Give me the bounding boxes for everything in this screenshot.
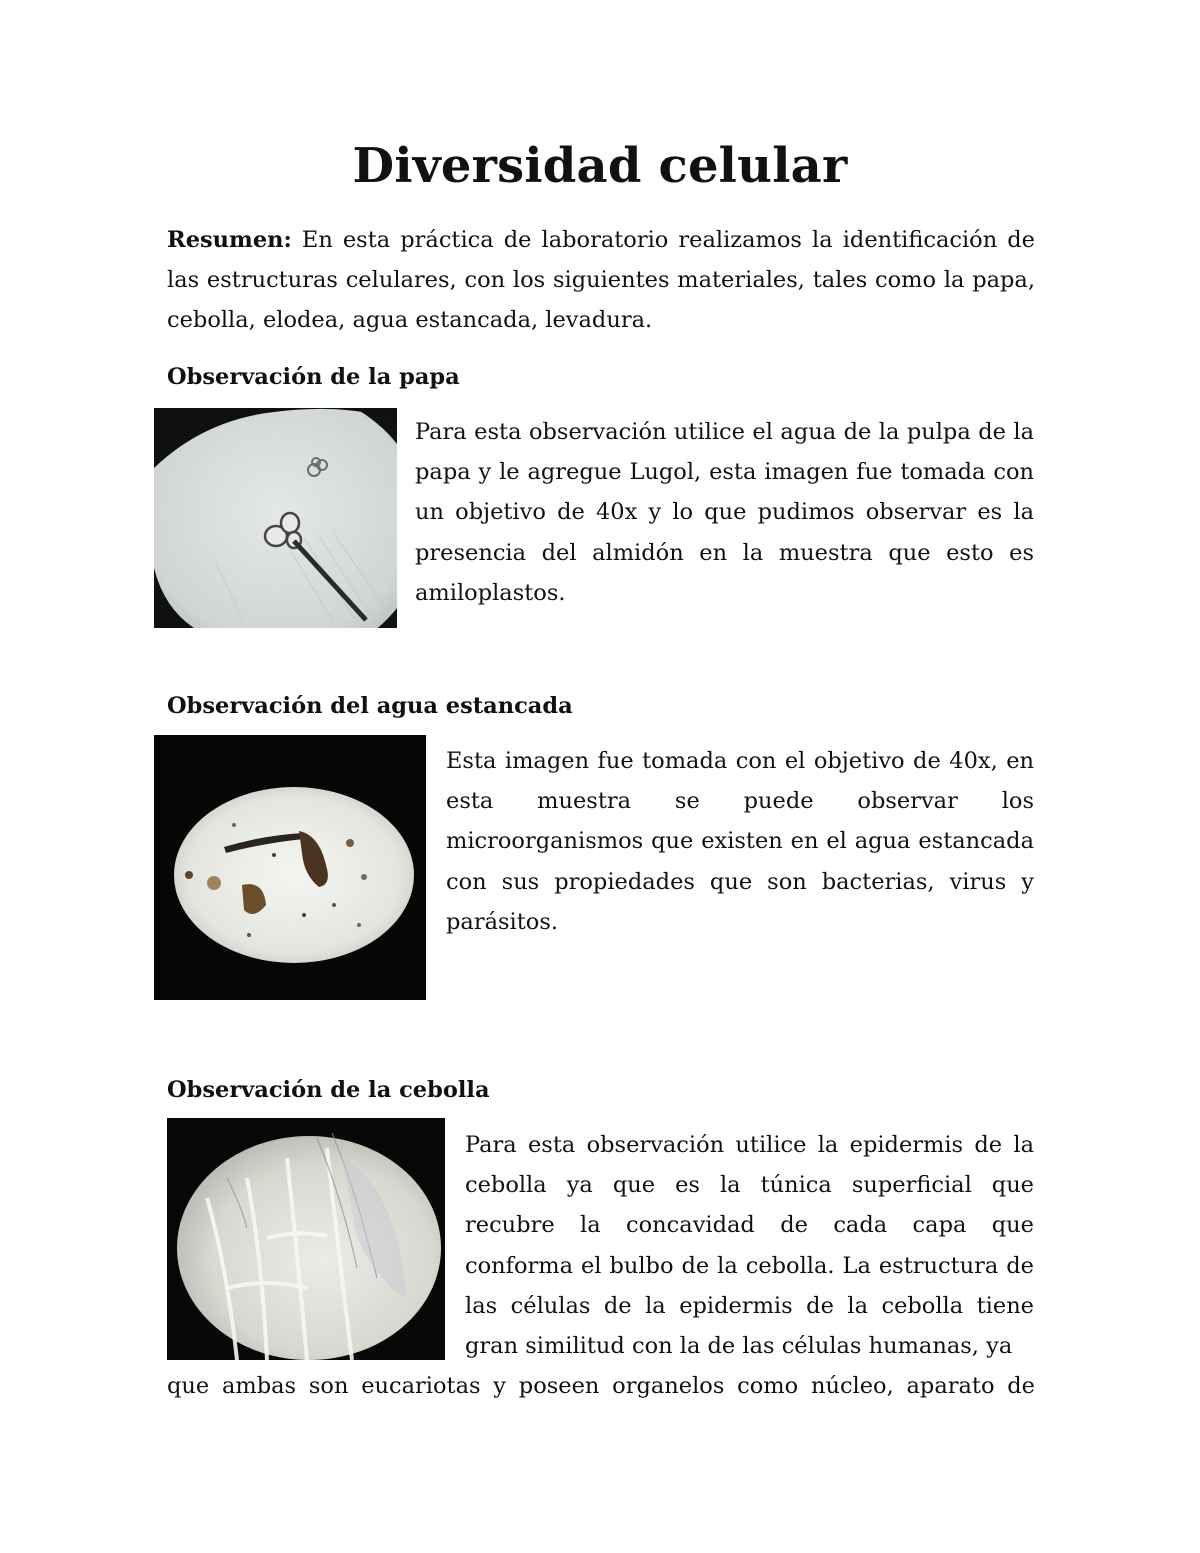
- section-heading-agua-estancada: Observación del agua estancada: [167, 693, 573, 719]
- page-title: Diversidad celular: [352, 138, 848, 194]
- section-heading-cebolla: Observación de la cebolla: [167, 1077, 490, 1103]
- section-text-agua-estancada: Esta imagen fue tomada con el objetivo de 40x, en esta muestra se puede observar los microorganismos que existen en el agua estancada con sus propiedades que son bacterias, virus y parásitos.: [446, 748, 1034, 935]
- abstract-label: Resumen:: [167, 227, 292, 253]
- micrograph-papa-image: [154, 408, 397, 628]
- micrograph-cebolla-image: [167, 1118, 445, 1360]
- section-text-cebolla-continuation: que ambas son eucariotas y poseen organelos como núcleo, aparato de: [167, 1373, 1035, 1399]
- abstract-text: En esta práctica de laboratorio realizamos la identificación de las estructuras celulares, con los siguientes materiales, tales como la papa, cebolla, elodea, agua estancada, levadura.: [167, 227, 1035, 334]
- micrograph-agua-estancada-image: [154, 735, 426, 1000]
- section-text-cebolla: Para esta observación utilice la epidermis de la cebolla ya que es la túnica superficial que recubre la concavidad de cada capa que conforma el bulbo de la cebolla. La estructura de las células de la epidermis de la cebolla tiene gran similitud con la de las células humanas, ya: [465, 1132, 1034, 1360]
- section-heading-papa: Observación de la papa: [167, 364, 460, 390]
- abstract-paragraph: [167, 220, 1035, 341]
- section-text-papa: Para esta observación utilice el agua de la pulpa de la papa y le agregue Lugol, esta imagen fue tomada con un objetivo de 40x y lo que pudimos observar es la presencia del almidón en la muestra que esto es amiloplastos.: [415, 419, 1034, 606]
